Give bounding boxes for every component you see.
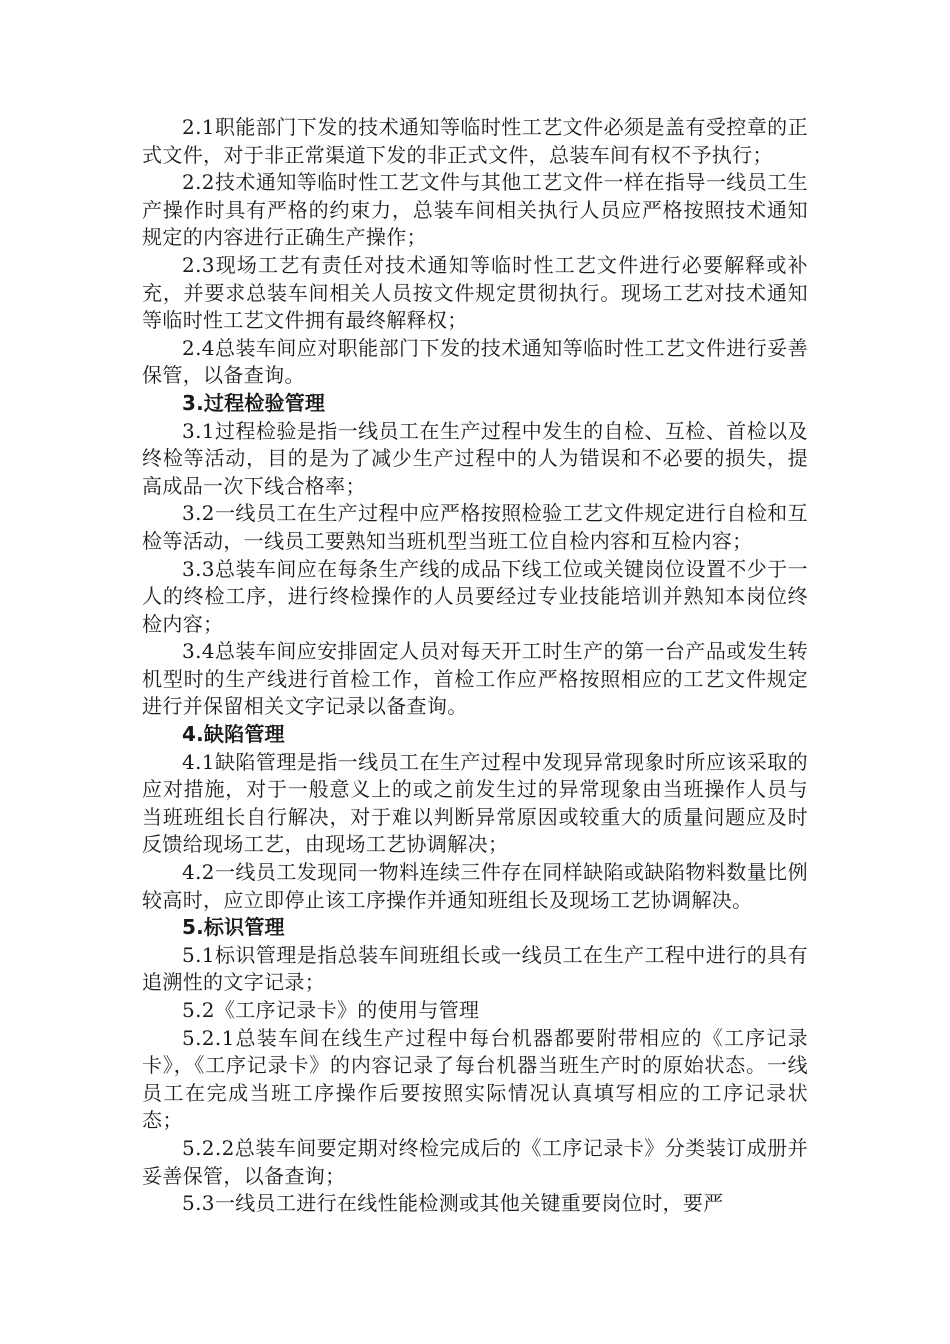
paragraph-5-2-1: 5.2.1总装车间在线生产过程中每台机器都要附带相应的《工序记录卡》，《工序记录卡》的内容记录了每台机器当班生产时的原始状态。一线员工在完成当班工序操作后要按照实际情况认真填写相应的工序记录状态； bbox=[142, 1025, 808, 1133]
paragraph-2-1: 2.1职能部门下发的技术通知等临时性工艺文件必须是盖有受控章的正式文件，对于非正常渠道下发的非正式文件，总装车间有权不予执行； bbox=[142, 115, 808, 167]
paragraph-3-3: 3.3总装车间应在每条生产线的成品下线工位或关键岗位设置不少于一人的终检工序，进行终检操作的人员要经过专业技能培训并熟知本岗位终检内容； bbox=[142, 556, 808, 636]
paragraph-2-2: 2.2技术通知等临时性工艺文件与其他工艺文件一样在指导一线员工生产操作时具有严格的约束力，总装车间相关执行人员应严格按照技术通知规定的内容进行正确生产操作； bbox=[142, 170, 808, 250]
paragraph-5-2-2: 5.2.2总装车间要定期对终检完成后的《工序记录卡》分类装订成册并妥善保管，以备查询； bbox=[142, 1135, 808, 1188]
paragraph-3-1: 3.1过程检验是指一线员工在生产过程中发生的自检、互检、首检以及终检等活动，目的是为了减少生产过程中的人为错误和不必要的损失，提高成品一次下线合格率； bbox=[142, 418, 808, 498]
paragraph-2-3: 2.3现场工艺有责任对技术通知等临时性工艺文件进行必要解释或补充，并要求总装车间相关人员按文件规定贯彻执行。现场工艺对技术通知等临时性工艺文件拥有最终解释权； bbox=[142, 252, 808, 333]
document-body bbox=[142, 114, 808, 1218]
paragraph-5-2: 5.2《工序记录卡》的使用与管理 bbox=[182, 998, 480, 1022]
section-heading-5: 5.标识管理 bbox=[182, 915, 285, 940]
section-heading-3: 3.过程检验管理 bbox=[182, 390, 326, 415]
paragraph-2-4: 2.4总装车间应对职能部门下发的技术通知等临时性工艺文件进行妥善保管，以备查询。 bbox=[142, 335, 808, 388]
paragraph-3-2: 3.2一线员工在生产过程中应严格按照检验工艺文件规定进行自检和互检等活动，一线员工要熟知当班机型当班工位自检内容和互检内容； bbox=[142, 501, 808, 553]
paragraph-5-1: 5.1标识管理是指总装车间班组长或一线员工在生产工程中进行的具有追溯性的文字记录； bbox=[142, 942, 808, 995]
paragraph-4-2: 4.2一线员工发现同一物料连续三件存在同样缺陷或缺陷物料数量比例较高时，应立即停止该工序操作并通知班组长及现场工艺协调解决。 bbox=[142, 860, 808, 912]
paragraph-3-4: 3.4总装车间应安排固定人员对每天开工时生产的第一台产品或发生转机型时的生产线进行首检工作，首检工作应严格按照相应的工艺文件规定进行并保留相关文字记录以备查询。 bbox=[142, 639, 808, 719]
section-heading-4: 4.缺陷管理 bbox=[182, 722, 285, 747]
paragraph-4-1: 4.1缺陷管理是指一线员工在生产过程中发现异常现象时所应该采取的应对措施，对于一般意义上的或之前发生过的异常现象由当班操作人员与当班班组长自行解决，对于难以判断异常原因或较重大的质量问题应及时反馈给现场工艺，由现场工艺协调解决； bbox=[142, 749, 808, 857]
paragraph-5-3: 5.3一线员工进行在线性能检测或其他关键重要岗位时，要严 bbox=[182, 1191, 724, 1216]
